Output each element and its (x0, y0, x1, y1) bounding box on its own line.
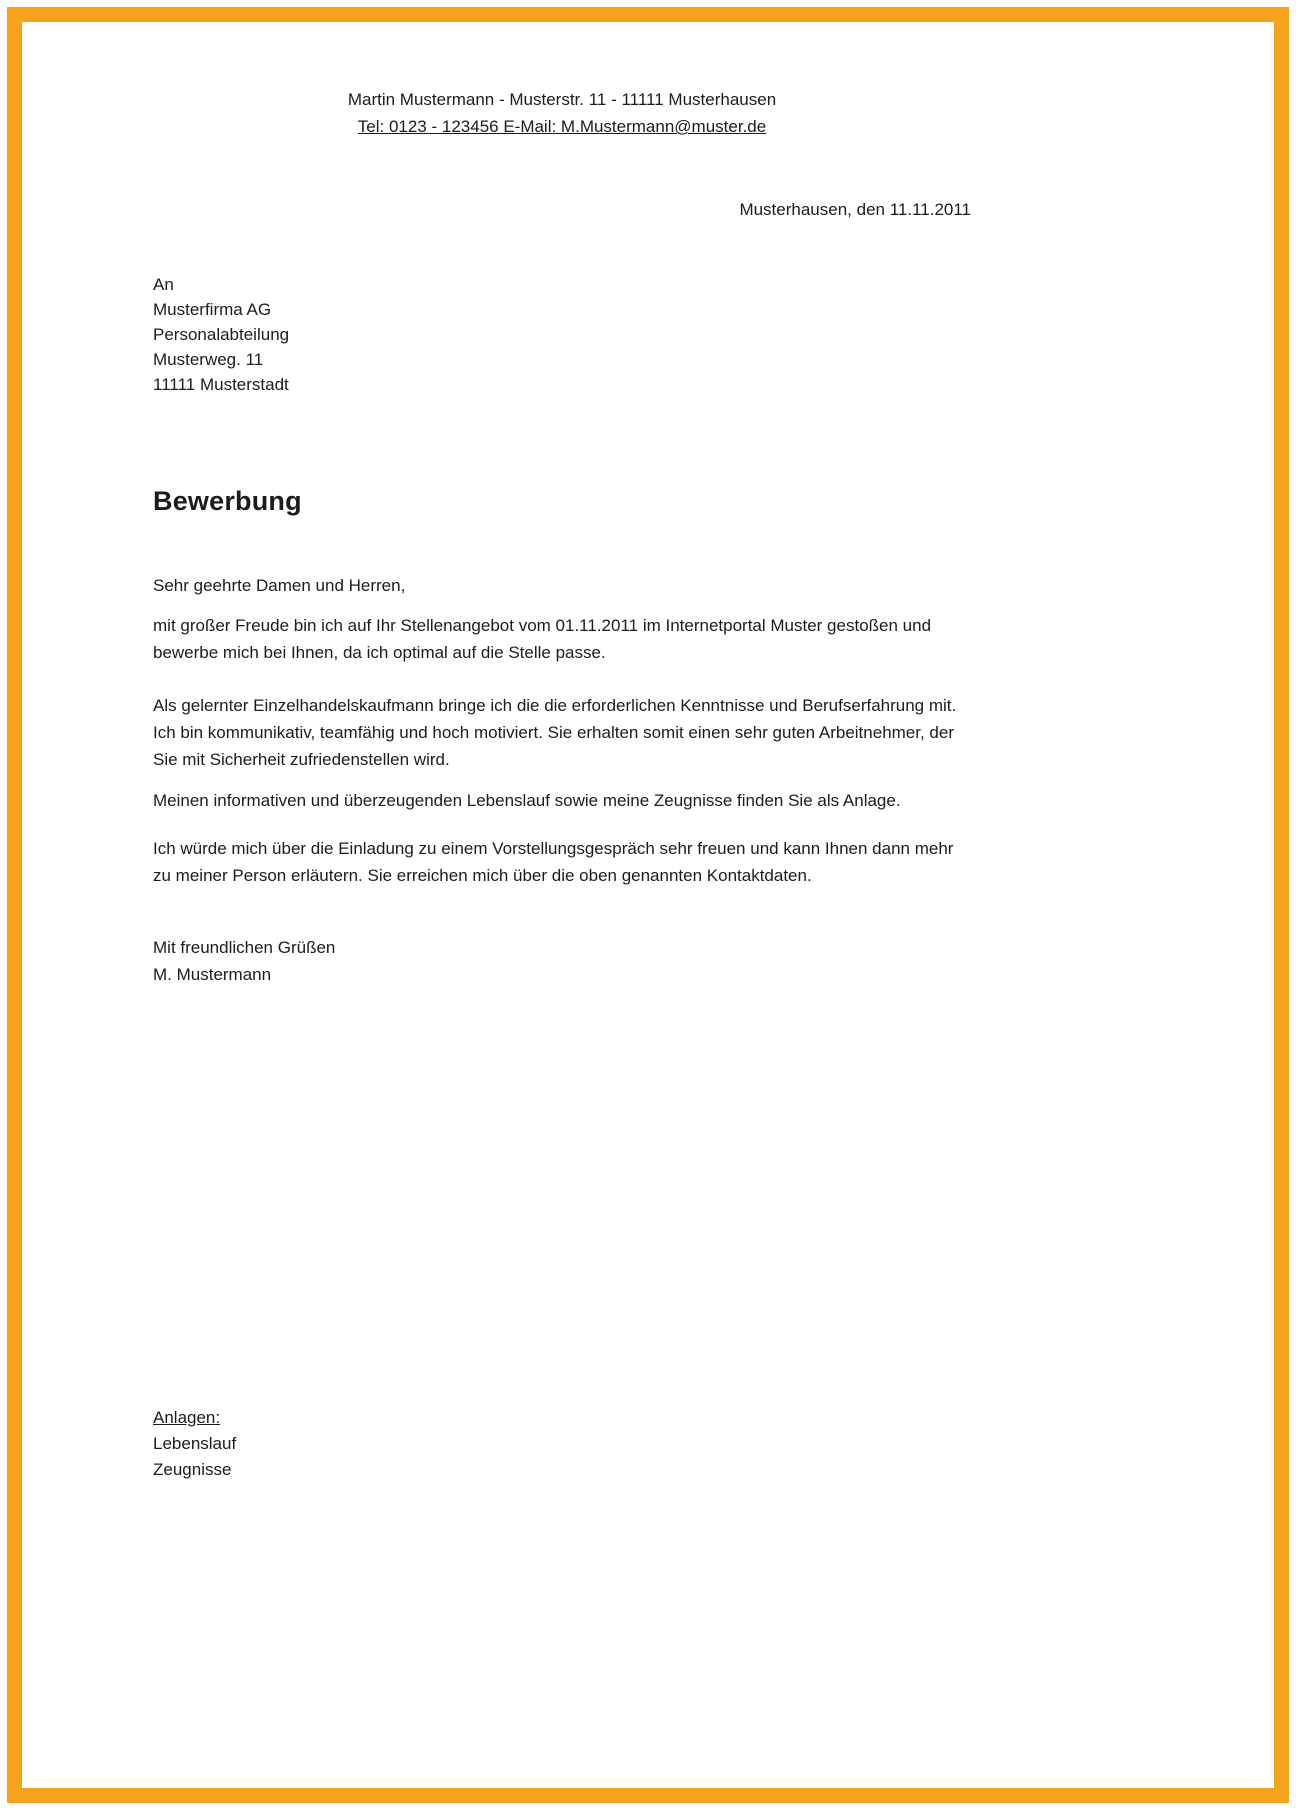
attachments-heading: Anlagen: (153, 1408, 221, 1427)
closing-block (153, 934, 335, 988)
body-paragraph: Ich würde mich über die Einladung zu einem Vorstellungsgespräch sehr freuen und kann Ihnen dann mehr zu meiner Person erläutern. Sie erreichen mich über die oben genannten Kontaktdaten. (153, 839, 954, 885)
attachments-block (153, 1405, 236, 1483)
letterhead (153, 86, 971, 140)
attachment-item: Zeugnisse (153, 1460, 232, 1479)
date-line: Musterhausen, den 11.11.2011 (739, 200, 971, 219)
recipient-line: Musterweg. 11 (153, 350, 264, 369)
recipient-line: An (153, 275, 174, 294)
attachment-item: Lebenslauf (153, 1434, 237, 1453)
contact-line: Tel: 0123 - 123456 E-Mail: M.Mustermann@muster.de (357, 117, 767, 136)
recipient-address (153, 272, 289, 397)
recipient-line: Personalabteilung (153, 325, 290, 344)
body-paragraph: Als gelernter Einzelhandelskaufmann bringe ich die die erforderlichen Kenntnisse und Berufserfahrung mit. Ich bin kommunikativ, teamfähig und hoch motiviert. Sie erhalten somit einen sehr guten Arbeitnehmer, der Sie mit Sicherheit zufriedenstellen wird. (153, 696, 957, 769)
recipient-line: Musterfirma AG (153, 300, 272, 319)
sender-line: Martin Mustermann - Musterstr. 11 - 11111 Musterhausen (347, 90, 777, 109)
salutation: Sehr geehrte Damen und Herren, (153, 576, 406, 595)
body-paragraph: Meinen informativen und überzeugenden Lebenslauf sowie meine Zeugnisse finden Sie als Anlage. (153, 791, 901, 810)
subject-line: Bewerbung (153, 486, 302, 516)
signature-name: M. Mustermann (153, 965, 272, 984)
body-paragraph: mit großer Freude bin ich auf Ihr Stellenangebot vom 01.11.2011 im Internetportal Muster gestoßen und bewerbe mich bei Ihnen, da ich optimal auf die Stelle passe. (153, 616, 932, 662)
closing-greeting: Mit freundlichen Grüßen (153, 938, 336, 957)
recipient-line: 11111 Musterstadt (153, 375, 289, 394)
